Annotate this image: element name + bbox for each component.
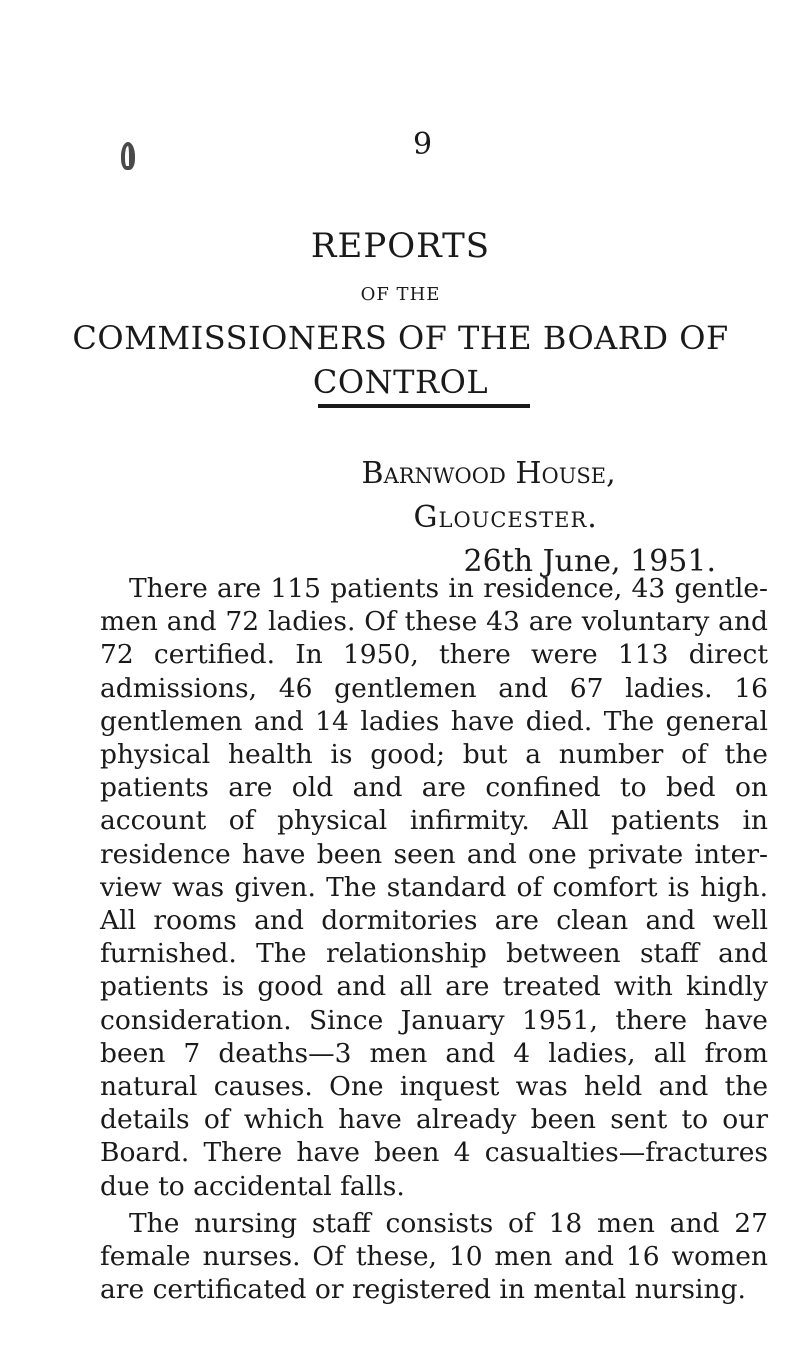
page-number: 9 — [412, 127, 433, 162]
address-line1: Barnwood House, — [361, 456, 616, 491]
paragraph-2: The nursing staff consists of 18 men and 27 female nurses. Of these, 10 men and 16 women are certificated or registered in mental nursing. — [100, 1207, 768, 1306]
address-date: 26th June, 1951. — [463, 544, 716, 579]
heading-title-line2: CONTROL — [312, 363, 489, 401]
address-block — [362, 452, 716, 584]
heading-title-line1: COMMISSIONERS OF THE BOARD OF — [72, 319, 729, 357]
section-rule — [318, 404, 530, 408]
report-body — [100, 572, 768, 1310]
heading-reports: REPORTS — [310, 226, 491, 266]
heading-of-the: OF THE — [360, 284, 441, 305]
corner-mark — [121, 142, 135, 170]
heading-title — [0, 316, 801, 404]
address-line2: Gloucester. — [413, 500, 598, 535]
paragraph-1: There are 115 patients in residence, 43 gentle-men and 72 ladies. Of these 43 are voluntary and 72 certified. In 1950, there were 113 direct admissions, 46 gentlemen and 67 ladies. 16 gentlemen and 14 ladies have died. The general physical health is good; but a number of the patients are old and are confined to bed on account of physical infirmity. All patients in residence have been seen and one private inter-view was given. The standard of comfort is high. All rooms and dormitories are clean and well furnished. The relationship between staff and patients is good and all are treated with kindly consideration. Since January 1951, there have been 7 deaths—3 men and 4 ladies, all from natural causes. One inquest was held and the details of which have already been sent to our Board. There have been 4 casualties—fractures due to accidental falls. — [100, 573, 768, 1202]
